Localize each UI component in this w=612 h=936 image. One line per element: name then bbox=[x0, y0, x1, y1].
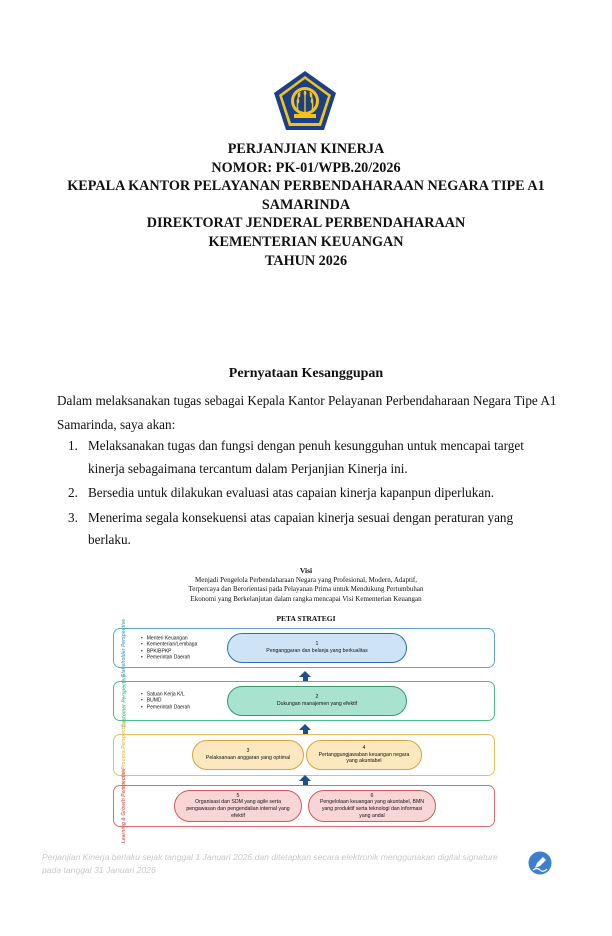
customer-item: • Satuan Kerja K/L bbox=[141, 692, 190, 698]
customer-perspective-band bbox=[113, 674, 495, 728]
vision-line: Terpercaya dan Berorientasi pada Pelayanan Prima untuk Mendukung Pertumbuhan bbox=[188, 585, 424, 594]
vision-line: Menjadi Pengelola Perbendaharaan Negara yang Profesional, Modern, Adaptif, bbox=[195, 575, 417, 584]
vision-title: Visi bbox=[299, 566, 313, 575]
vision-statement bbox=[110, 566, 502, 604]
strategic-objective-4 bbox=[306, 740, 422, 770]
list-item-text: Menerima segala konsekuensi atas capaian kinerja sesuai dengan peraturan yang berlaku. bbox=[88, 509, 514, 547]
learning-growth-perspective-band bbox=[113, 768, 495, 844]
strategic-objective-1 bbox=[227, 633, 407, 663]
perspective-label bbox=[114, 618, 134, 678]
title-line: DIREKTORAT JENDERAL PERBENDAHARAAN bbox=[146, 215, 466, 232]
vision-line: Ekonomi yang Berkelanjutan dalam rangka mencapai Visi Kementerian Keuangan bbox=[190, 594, 422, 603]
objective-text: Dukungan manajemen yang efektif bbox=[276, 701, 358, 707]
list-item-number: 1. bbox=[68, 438, 78, 453]
objective-text: Pengelolaan keuangan yang akuntabel, BMN yang produktif serta teknologi dan informasi yang andal bbox=[319, 799, 425, 819]
objective-number: 2 bbox=[315, 694, 319, 701]
perspective-label-text: Customer Perspective bbox=[121, 674, 127, 728]
perspective-label-text: Learning & Growth Perspective bbox=[121, 768, 127, 844]
perspective-label-text: Stakeholder Perspective bbox=[121, 618, 127, 678]
internal-process-perspective-band bbox=[113, 720, 495, 790]
strategy-map-title: PETA STRATEGI bbox=[276, 614, 336, 623]
objective-number: 4 bbox=[362, 745, 366, 752]
title-line: KEMENTERIAN KEUANGAN bbox=[208, 233, 404, 250]
customer-item: • BUMD bbox=[141, 698, 190, 704]
strategic-objective-3 bbox=[192, 740, 304, 770]
stakeholder-item: • Kementerian/Lembaga bbox=[141, 642, 197, 648]
objective-number: 6 bbox=[370, 792, 374, 799]
objective-number: 3 bbox=[246, 748, 250, 755]
title-line: PERJANJIAN KINERJA bbox=[227, 141, 385, 157]
statement-intro: Dalam melaksanakan tugas sebagai Kepala Kantor Pelayanan Perbendaharaan Negara Tipe A1 Samarinda, saya akan: bbox=[57, 393, 557, 432]
list-item-text: Melaksanakan tugas dan fungsi dengan penuh kesungguhan untuk mencapai target kinerja sebagaimana tercantum dalam Perjanjian Kinerja ini. bbox=[88, 438, 524, 476]
list-item bbox=[57, 482, 557, 505]
title-line: TAHUN 2026 bbox=[264, 252, 348, 269]
objective-text: Penganggaran dan belanja yang berkualitas bbox=[266, 648, 368, 654]
stakeholder-item: • Menteri Keuangan bbox=[141, 635, 197, 641]
footer-note: Perjanjian Kinerja berlaku sejak tanggal 1 Januari 2026 dan ditetapkan secara elektronik menggunakan digital signature pada tanggal 31 Januari 2026 bbox=[42, 852, 498, 875]
strategic-objective-6 bbox=[308, 790, 436, 822]
perspective-label bbox=[114, 674, 134, 728]
title-line: KEPALA KANTOR PELAYANAN PERBENDAHARAAN NEGARA TIPE A1 bbox=[67, 178, 545, 195]
document-title-block bbox=[40, 140, 572, 270]
perspective-label-text: Internal Process Perspective bbox=[121, 720, 127, 790]
objective-text: Pertanggungjawaban keuangan negara yang akuntabel bbox=[318, 751, 410, 765]
statement-heading: Pernyataan Kesanggupan bbox=[228, 366, 384, 381]
commitment-list bbox=[57, 435, 557, 554]
stakeholder-item: • BPK/BPKP bbox=[141, 648, 197, 654]
customer-item: • Pemerintah Daerah bbox=[141, 704, 190, 710]
list-item bbox=[57, 507, 557, 552]
stakeholder-list bbox=[141, 635, 197, 660]
objective-text: Pelaksanaan anggaran yang optimal bbox=[205, 755, 291, 761]
list-item-number: 2. bbox=[68, 485, 78, 500]
strategic-objective-5 bbox=[174, 790, 302, 822]
list-item-text: Bersedia untuk dilakukan evaluasi atas capaian kinerja kapanpun diperlukan. bbox=[88, 485, 495, 500]
title-line: NOMOR: PK-01/WPB.20/2026 bbox=[211, 159, 401, 176]
objective-number: 5 bbox=[236, 792, 240, 799]
stakeholder-item: • Pemerintah Daerah bbox=[141, 654, 197, 660]
list-item-number: 3. bbox=[68, 509, 78, 525]
title-line: SAMARINDA bbox=[261, 196, 351, 213]
strategic-objective-2 bbox=[227, 686, 407, 716]
perspective-label bbox=[114, 768, 134, 844]
customer-list bbox=[141, 692, 190, 711]
list-item bbox=[57, 435, 557, 480]
objective-text: Organisasi dan SDM yang agile serta pengawasan dan pengendalian internal yang efektif bbox=[186, 799, 290, 819]
ministry-emblem-logo bbox=[272, 70, 338, 132]
digital-signature-pen-icon bbox=[528, 851, 552, 875]
objective-number: 1 bbox=[315, 641, 319, 648]
